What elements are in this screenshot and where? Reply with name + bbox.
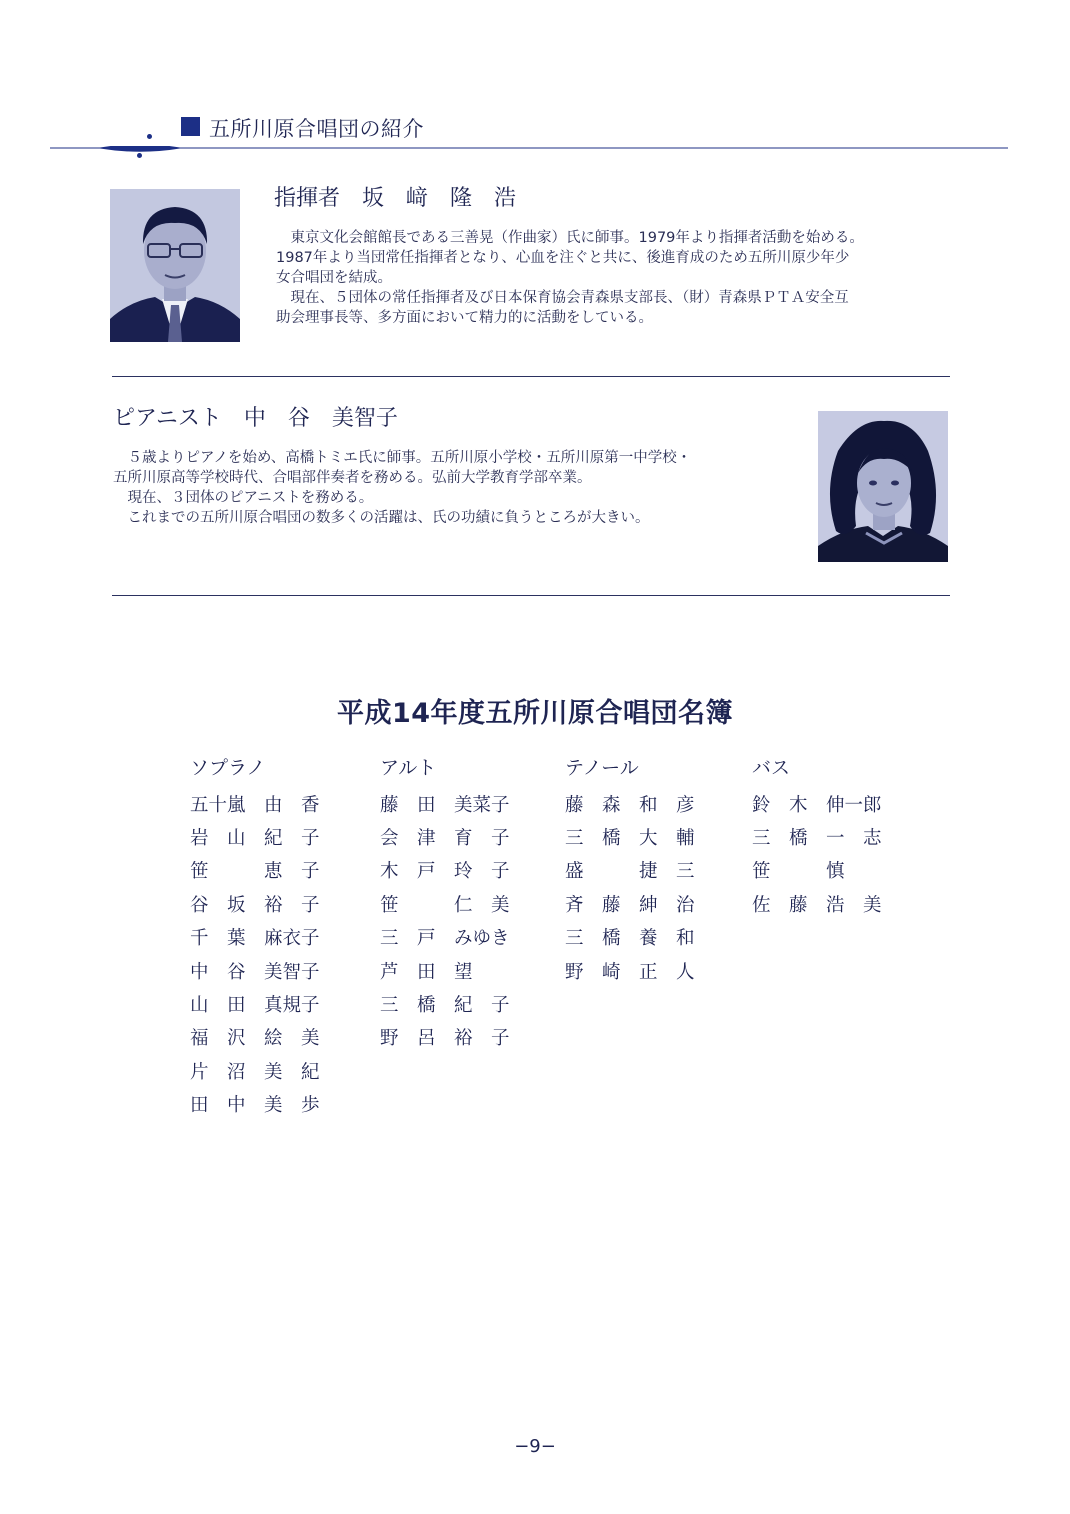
member-given: 伸一郎 <box>826 794 882 816</box>
member <box>380 787 512 820</box>
member <box>565 887 697 920</box>
part-tenor <box>565 753 697 987</box>
member-family: 岩 山 <box>190 828 246 850</box>
roster-title: 平成14年度五所川原合唱団名簿 <box>336 698 734 729</box>
member-family: 三 橋 <box>752 828 808 850</box>
member <box>380 854 512 887</box>
bio-line: 現在、３団体のピアニストを務める。 <box>113 490 374 506</box>
part-bass <box>752 753 884 921</box>
member-given: 恵 子 <box>264 861 320 883</box>
decor-dot <box>147 134 152 139</box>
bio-line: 1987年より当団常任指揮者となり、心血を注ぐと共に、後進育成のため五所川原少年少 <box>276 250 850 266</box>
part-soprano <box>190 753 322 1121</box>
member <box>190 887 322 920</box>
member-given: 捷 三 <box>639 861 695 883</box>
member-given: 正 人 <box>639 961 695 983</box>
member-family: 山 田 <box>190 995 246 1017</box>
section-title: 五所川原合唱団の紹介 <box>209 117 424 141</box>
member <box>190 921 322 954</box>
member-list <box>190 787 322 1121</box>
member-family: 笹 <box>190 861 209 883</box>
member-given: 仁 美 <box>454 894 510 916</box>
bio-line: 東京文化会館館長である三善晃（作曲家）氏に師事。1979年より指揮者活動を始める。 <box>276 230 864 246</box>
member <box>380 887 512 920</box>
conductor-role: 指揮者 <box>274 186 341 211</box>
member-family: 三 橋 <box>380 995 436 1017</box>
pianist-heading <box>113 401 398 432</box>
member <box>752 854 884 887</box>
member-given: 美 歩 <box>264 1095 320 1117</box>
member-family: 笹 <box>752 861 771 883</box>
part-name: バス <box>752 757 791 779</box>
member-family: 笹 <box>380 894 399 916</box>
member-family: 野 崎 <box>565 961 621 983</box>
member-given: 大 輔 <box>639 828 695 850</box>
member-given: 美 紀 <box>264 1061 320 1083</box>
bio-line: これまでの五所川原合唱団の数多くの活躍は、氏の功績に負うところが大きい。 <box>113 510 650 526</box>
bio-line: 女合唱団を結成。 <box>276 270 392 286</box>
member-given: 和 彦 <box>639 794 695 816</box>
member-family: 三 橋 <box>565 828 621 850</box>
member-family: 会 津 <box>380 828 436 850</box>
conductor-name: 坂 﨑 隆 浩 <box>362 186 517 211</box>
member-list <box>565 787 697 987</box>
member-family: 谷 坂 <box>190 894 246 916</box>
conductor-bio <box>276 228 966 328</box>
pianist-photo <box>818 411 948 562</box>
decor-dot <box>137 153 142 158</box>
conductor-photo <box>110 189 240 342</box>
member <box>752 887 884 920</box>
member-family: 芦 田 <box>380 961 436 983</box>
member-given: 裕 子 <box>454 1028 510 1050</box>
divider <box>112 595 950 596</box>
member-given: 望 <box>454 961 473 983</box>
member-given: 麻衣子 <box>264 928 320 950</box>
member-family: 千 葉 <box>190 928 246 950</box>
member-given: 紳 治 <box>639 894 695 916</box>
member-family: 藤 田 <box>380 794 436 816</box>
member-family: 藤 森 <box>565 794 621 816</box>
member <box>190 954 322 987</box>
divider <box>112 376 950 377</box>
member-given: 紀 子 <box>264 828 320 850</box>
conductor-heading <box>274 181 516 212</box>
header-square-icon <box>181 117 200 136</box>
page-number: −9− <box>514 1436 556 1457</box>
member <box>190 787 322 820</box>
member <box>190 1054 322 1087</box>
member <box>190 987 322 1020</box>
pianist-name: 中 谷 美智子 <box>243 406 398 431</box>
member-given: 慎 <box>826 861 845 883</box>
member-given: 由 香 <box>264 794 320 816</box>
part-alto <box>380 753 512 1054</box>
member <box>752 820 884 853</box>
member-family: 木 戸 <box>380 861 436 883</box>
part-name: アルト <box>380 757 437 779</box>
member-given: 玲 子 <box>454 861 510 883</box>
member <box>565 954 697 987</box>
header-divider <box>50 146 1010 158</box>
member <box>565 820 697 853</box>
member <box>190 820 322 853</box>
member-list <box>380 787 512 1054</box>
member <box>565 787 697 820</box>
member <box>565 921 697 954</box>
pianist-role: ピアニスト <box>113 406 222 431</box>
member-given: 絵 美 <box>264 1028 320 1050</box>
member-family: 鈴 木 <box>752 794 808 816</box>
member-given: 美智子 <box>264 961 320 983</box>
member <box>380 987 512 1020</box>
member-given: 真規子 <box>264 995 320 1017</box>
member-family: 三 戸 <box>380 928 436 950</box>
member-family: 田 中 <box>190 1095 246 1117</box>
member-given: 浩 美 <box>826 894 882 916</box>
member-family: 佐 藤 <box>752 894 808 916</box>
member-given: 育 子 <box>454 828 510 850</box>
member-family: 福 沢 <box>190 1028 246 1050</box>
member-given: 養 和 <box>639 928 695 950</box>
member-family: 斉 藤 <box>565 894 621 916</box>
member-family: 野 呂 <box>380 1028 436 1050</box>
member-family: 五十嵐 <box>190 794 246 816</box>
part-name: ソプラノ <box>190 757 266 779</box>
member-list <box>752 787 884 921</box>
member-given: みゆき <box>454 928 510 950</box>
member <box>190 1088 322 1121</box>
member-given: 一 志 <box>826 828 882 850</box>
bio-line: 現在、５団体の常任指揮者及び日本保育協会青森県支部長、（財）青森県ＰＴＡ安全互 <box>276 290 849 306</box>
bio-line: 五所川原高等学校時代、合唱部伴奏者を務める。弘前大学教育学部卒業。 <box>113 470 592 486</box>
member <box>380 1021 512 1054</box>
member-family: 三 橋 <box>565 928 621 950</box>
part-name: テノール <box>565 757 639 779</box>
member <box>190 1021 322 1054</box>
member <box>380 921 512 954</box>
member-family: 盛 <box>565 861 584 883</box>
member-given: 裕 子 <box>264 894 320 916</box>
member <box>380 954 512 987</box>
bio-line: 助会理事長等、多方面において精力的に活動をしている。 <box>276 310 653 326</box>
member <box>565 854 697 887</box>
member <box>190 854 322 887</box>
member-given: 紀 子 <box>454 995 510 1017</box>
member-given: 美菜子 <box>454 794 510 816</box>
bio-line: ５歳よりピアノを始め、高橋トミエ氏に師事。五所川原小学校・五所川原第一中学校・ <box>113 450 692 466</box>
member-family: 片 沼 <box>190 1061 246 1083</box>
member-family: 中 谷 <box>190 961 246 983</box>
member <box>752 787 884 820</box>
pianist-bio <box>113 448 803 528</box>
member <box>380 820 512 853</box>
